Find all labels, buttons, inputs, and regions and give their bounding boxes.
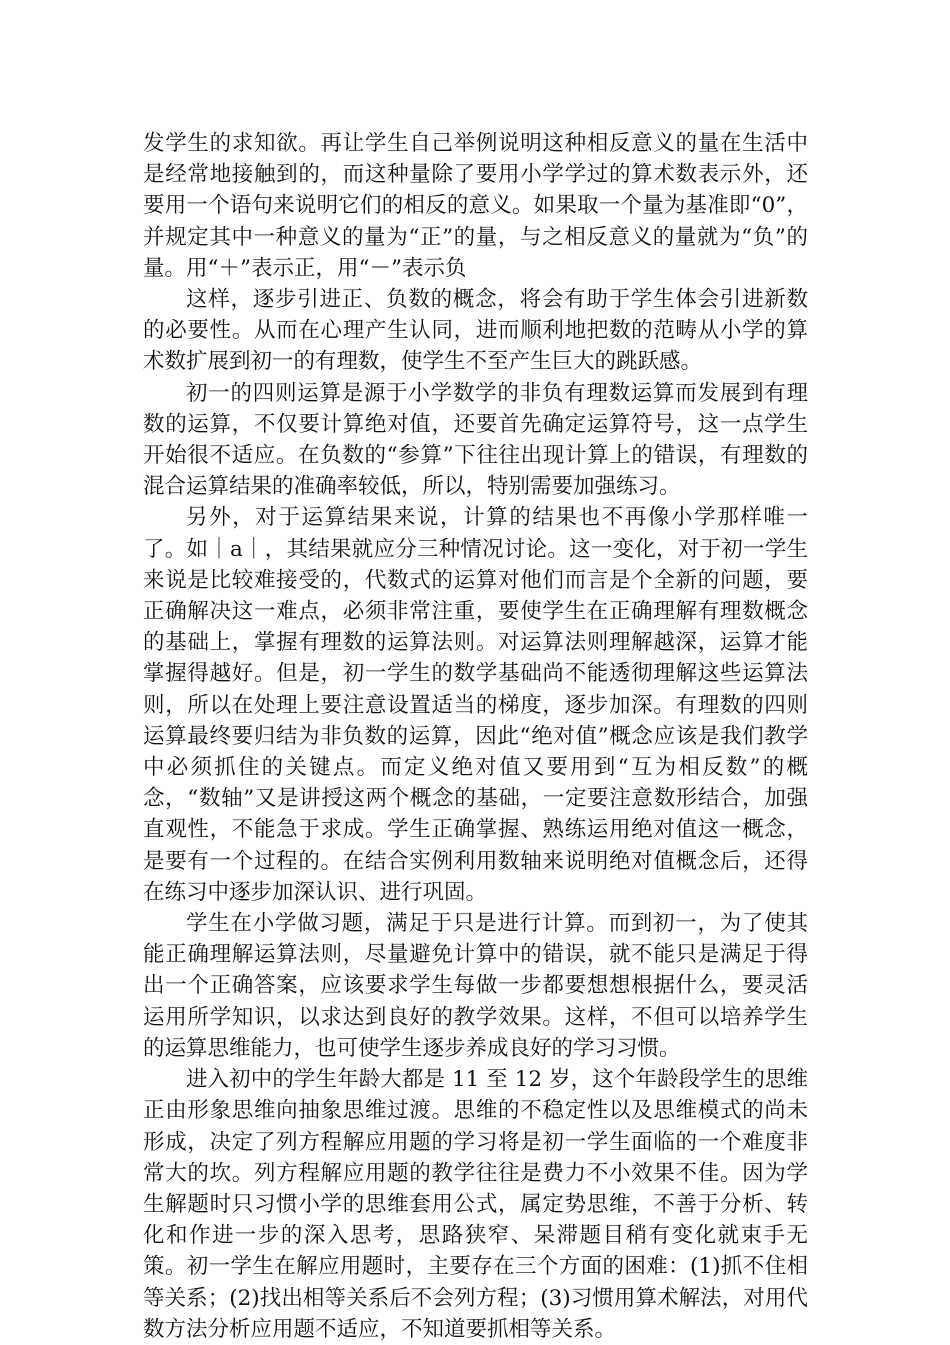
document-body [143, 128, 808, 1345]
paragraph: 初一的四则运算是源于小学数学的非负有理数运算而发展到有理数的运算，不仅要计算绝对值，还要首先确定运算符号，这一点学生开始很不适应。在负数的“参算”下往往出现计算上的错误，有理数的混合运算结果的准确率较低，所以，特别需要加强练习。 [143, 380, 808, 500]
paragraph: 学生在小学做习题，满足于只是进行计算。而到初一，为了使其能正确理解运算法则，尽量避免计算中的错误，就不能只是满足于得出一个正确答案，应该要求学生每做一步都要想想根据什么，要灵活运用所学知识，以求达到良好的教学效果。这样，不但可以培养学生的运算思维能力，也可使学生逐步养成良好的学习习惯。 [143, 911, 808, 1061]
paragraph: 这样，逐步引进正、负数的概念，将会有助于学生体会引进新数的必要性。从而在心理产生认同，进而顺利地把数的范畴从小学的算术数扩展到初一的有理数，使学生不至产生巨大的跳跃感。 [143, 287, 808, 375]
paragraph: 进入初中的学生年龄大都是 11 至 12 岁，这个年龄段学生的思维正由形象思维向抽象思维过渡。思维的不稳定性以及思维模式的尚未形成，决定了列方程解应用题的学习将是初一学生面临的一个难度非常大的坎。列方程解应用题的教学往往是费力不小效果不佳。因为学生解题时只习惯小学的思维套用公式，属定势思维，不善于分析、转化和作进一步的深入思考，思路狭窄、呆滞题目稍有变化就束手无策。初一学生在解应用题时，主要存在三个方面的困难：(1)抓不住相等关系；(2)找出相等关系后不会列方程；(3)习惯用算术解法，对用代数方法分析应用题不适应，不知道要抓相等关系。 [143, 1067, 808, 1342]
paragraph: 另外，对于运算结果来说，计算的结果也不再像小学那样唯一了。如｜a｜，其结果就应分三种情况讨论。这一变化，对于初一学生来说是比较难接受的，代数式的运算对他们而言是个全新的问题，要正确解决这一难点，必须非常注重，要使学生在正确理解有理数概念的基础上，掌握有理数的运算法则。对运算法则理解越深，运算才能掌握得越好。但是，初一学生的数学基础尚不能透彻理解这些运算法则，所以在处理上要注意设置适当的梯度，逐步加深。有理数的四则运算最终要归结为非负数的运算，因此“绝对值”概念应该是我们教学中必须抓住的关键点。而定义绝对值又要用到“互为相反数”的概念，“数轴”又是讲授这两个概念的基础，一定要注意数形结合，加强直观性，不能急于求成。学生正确掌握、熟练运用绝对值这一概念，是要有一个过程的。在结合实例利用数轴来说明绝对值概念后，还得在练习中逐步加深认识、进行巩固。 [143, 505, 808, 905]
paragraph: 发学生的求知欲。再让学生自己举例说明这种相反意义的量在生活中是经常地接触到的，而这种量除了要用小学学过的算术数表示外，还要用一个语句来说明它们的相反的意义。如果取一个量为基准即“0”，并规定其中一种意义的量为“正”的量，与之相反意义的量就为“负”的量。用“＋”表示正，用“－”表示负 [143, 131, 808, 281]
